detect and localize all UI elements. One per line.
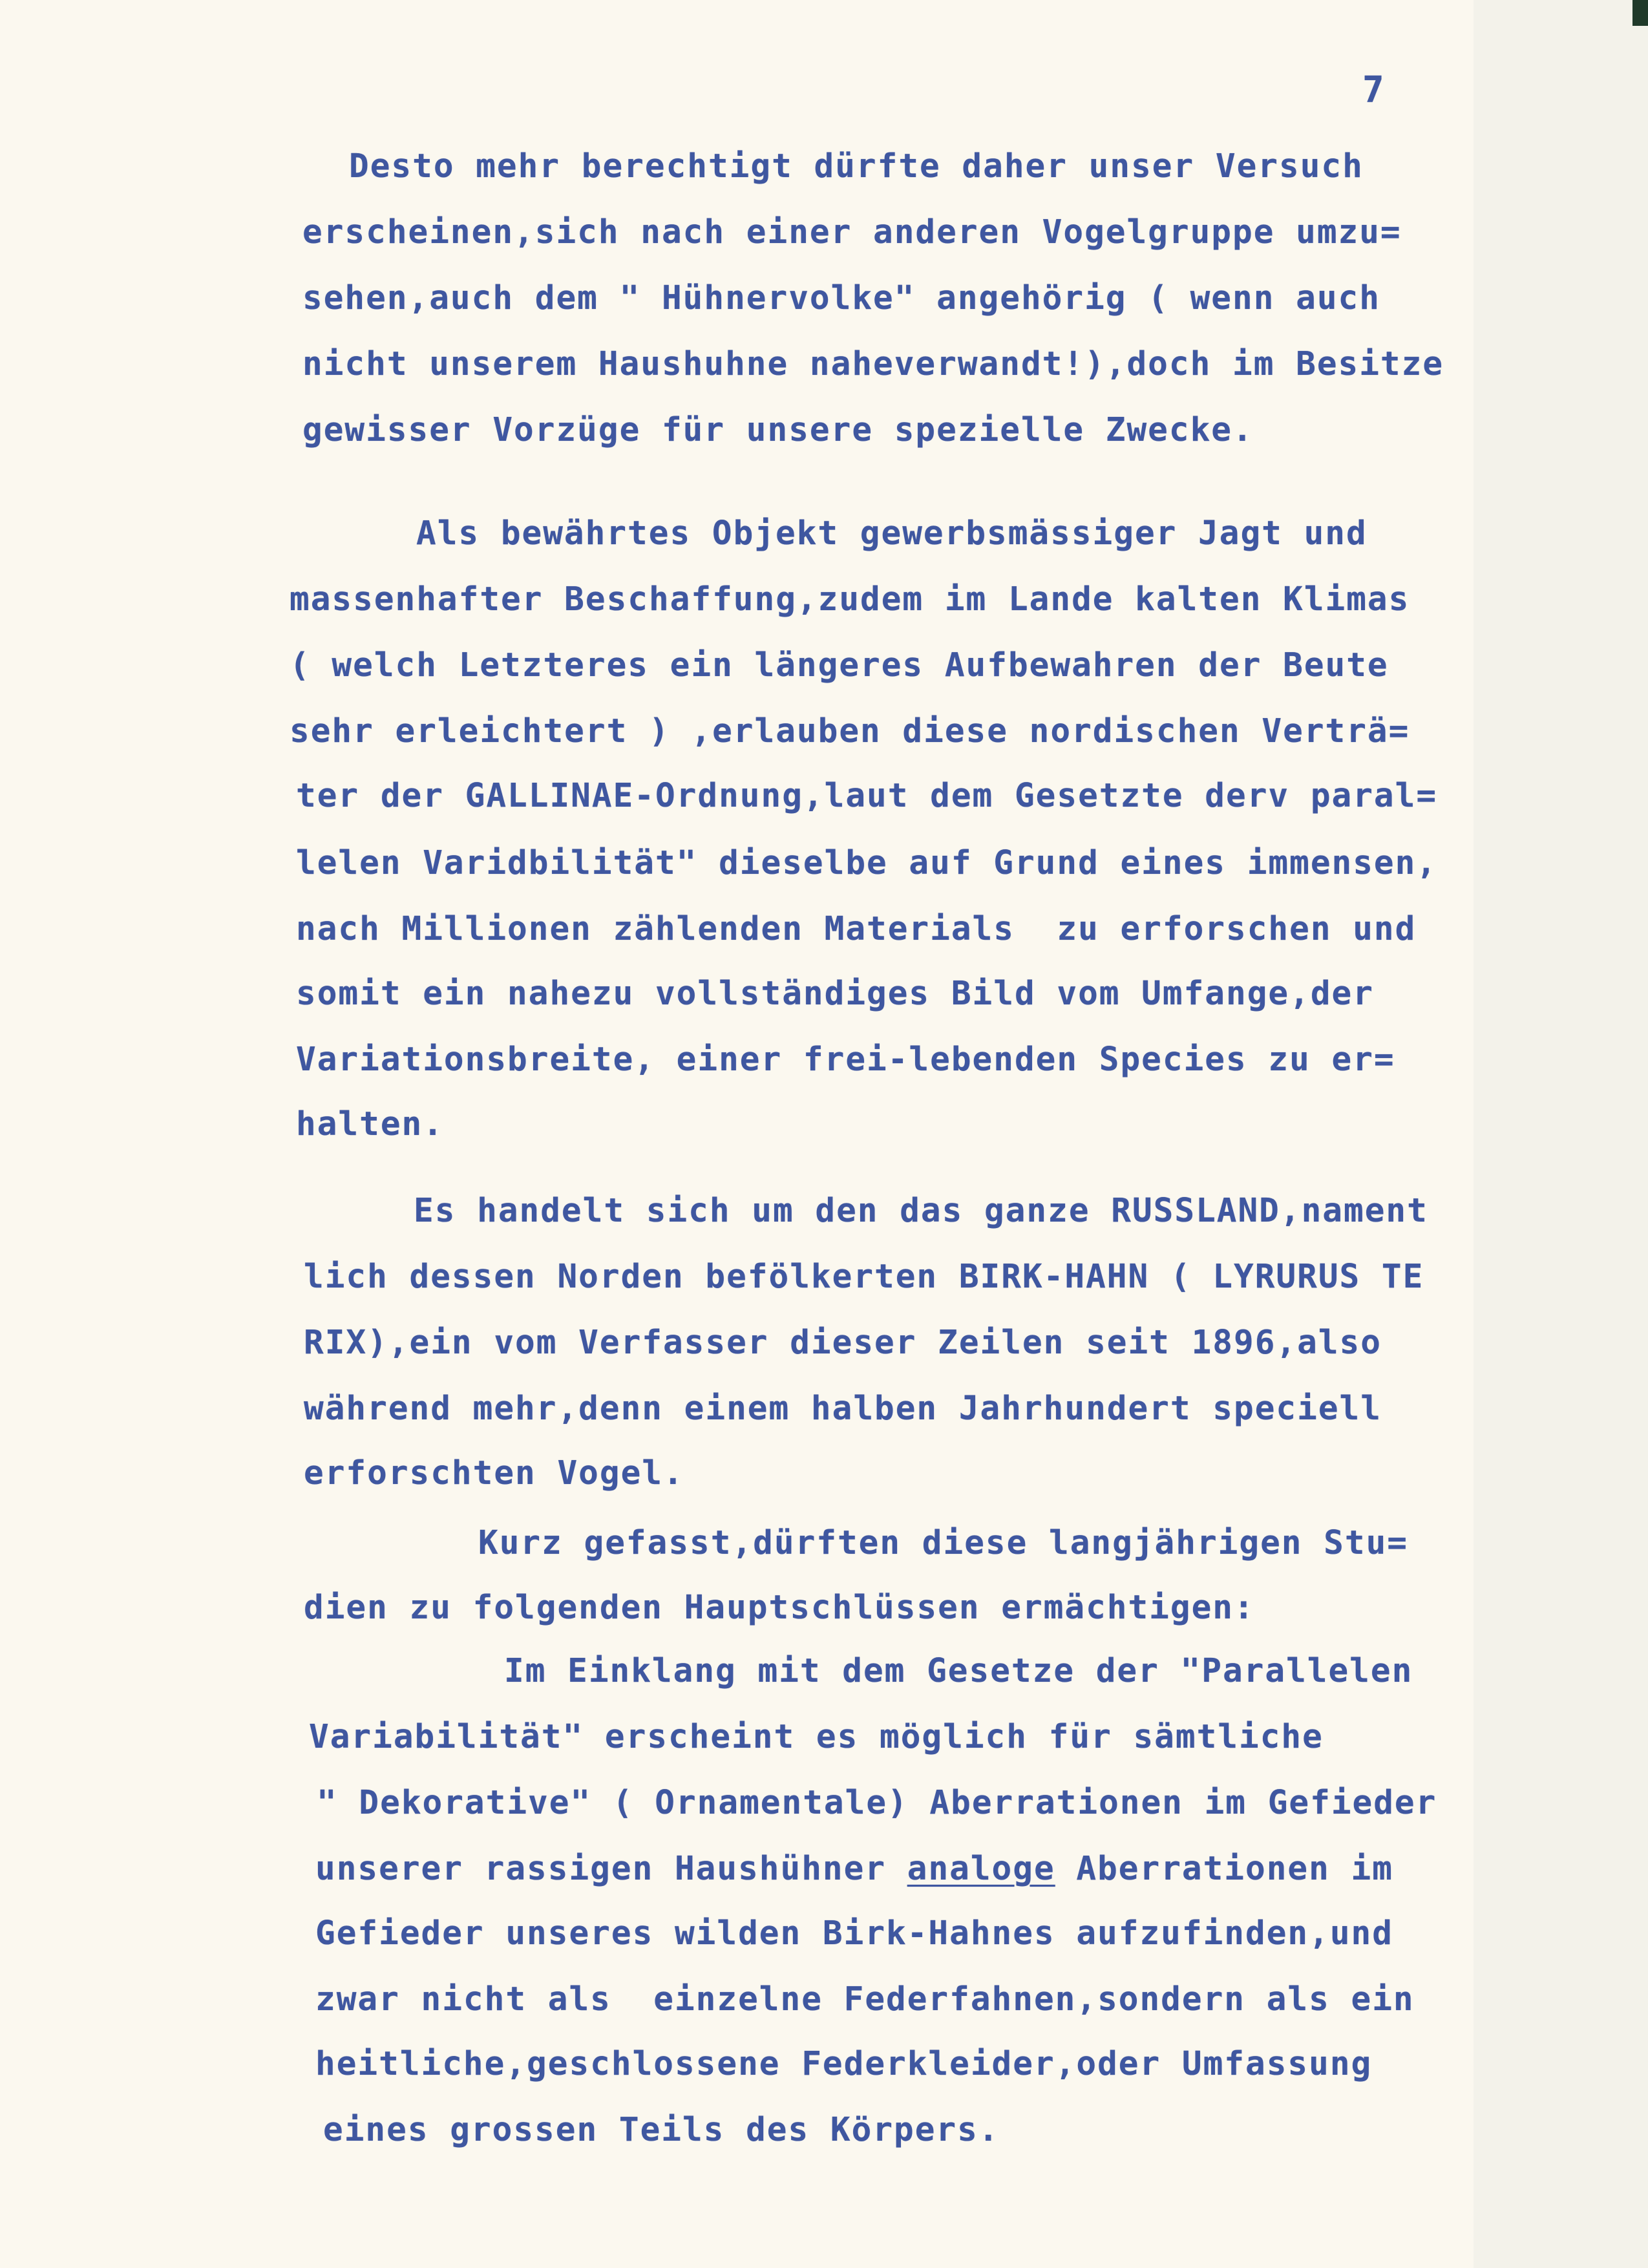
text-segment: unserer rassigen Haushühner (315, 1850, 907, 1888)
text-line: Es handelt sich um den das ganze RUSSLAND,nament (414, 1192, 1428, 1230)
underlined-word: analoge (907, 1850, 1055, 1888)
text-line: heitliche,geschlossene Federkleider,oder Umfassung (315, 2045, 1373, 2083)
text-line (315, 1850, 1393, 1888)
text-line: ter der GALLINAE-Ordnung,laut dem Gesetzte derv paral= (296, 777, 1438, 815)
text-line: somit ein nahezu vollständiges Bild vom Umfange,der (296, 975, 1374, 1013)
text-line: Desto mehr berechtigt dürfte daher unser Versuch (349, 147, 1364, 185)
scan-background (1474, 0, 1648, 2268)
text-line: ( welch Letzteres ein längeres Aufbewahren der Beute (290, 646, 1389, 684)
text-line: Im Einklang mit dem Gesetze der "Parallelen (504, 1652, 1413, 1690)
text-line: Variabilität" erscheint es möglich für sämtliche (309, 1718, 1324, 1756)
text-line: zwar nicht als einzelne Federfahnen,sondern als ein (315, 1980, 1415, 2019)
text-line: Variationsbreite, einer frei-lebenden Species zu er= (296, 1041, 1395, 1079)
text-line: nicht unserem Haushuhne naheverwandt!),doch im Besitze (302, 345, 1444, 383)
text-line: während mehr,denn einem halben Jahrhundert speciell (304, 1390, 1382, 1428)
text-line: lich dessen Norden befölkerten BIRK-HAHN ( LYRURUS TE (304, 1258, 1424, 1296)
text-line: sehr erleichtert ) ,erlauben diese nordischen Verträ= (290, 712, 1410, 750)
text-line: erscheinen,sich nach einer anderen Vogelgruppe umzu= (302, 213, 1402, 251)
text-line: Kurz gefasst,dürften diese langjährigen Stu= (478, 1524, 1409, 1562)
text-line: massenhafter Beschaffung,zudem im Lande kalten Klimas (290, 580, 1410, 619)
text-line: eines grossen Teils des Körpers. (323, 2111, 1000, 2149)
text-line: erforschten Vogel. (304, 1454, 684, 1492)
text-line: gewisser Vorzüge für unsere spezielle Zwecke. (302, 411, 1254, 449)
text-line: " Dekorative" ( Ornamentale) Aberrationen im Gefieder (317, 1784, 1437, 1822)
text-line: nach Millionen zählenden Materials zu erforschen und (296, 910, 1417, 948)
text-line: Gefieder unseres wilden Birk-Hahnes aufzufinden,und (315, 1914, 1393, 1953)
text-segment: Aberrationen im (1055, 1850, 1393, 1888)
text-line: RIX),ein vom Verfasser dieser Zeilen seit 1896,also (304, 1324, 1382, 1362)
text-line: halten. (296, 1105, 444, 1143)
scan-corner (1632, 0, 1648, 26)
page-number: 7 (1362, 69, 1386, 111)
text-line: Als bewährtes Objekt gewerbsmässiger Jagt und (416, 514, 1368, 553)
text-line: sehen,auch dem " Hühnervolke" angehörig ( wenn auch (302, 279, 1380, 317)
text-line: lelen Varidbilität" dieselbe auf Grund eines immensen, (296, 844, 1438, 882)
text-line: dien zu folgenden Hauptschlüssen ermächtigen: (304, 1589, 1255, 1627)
